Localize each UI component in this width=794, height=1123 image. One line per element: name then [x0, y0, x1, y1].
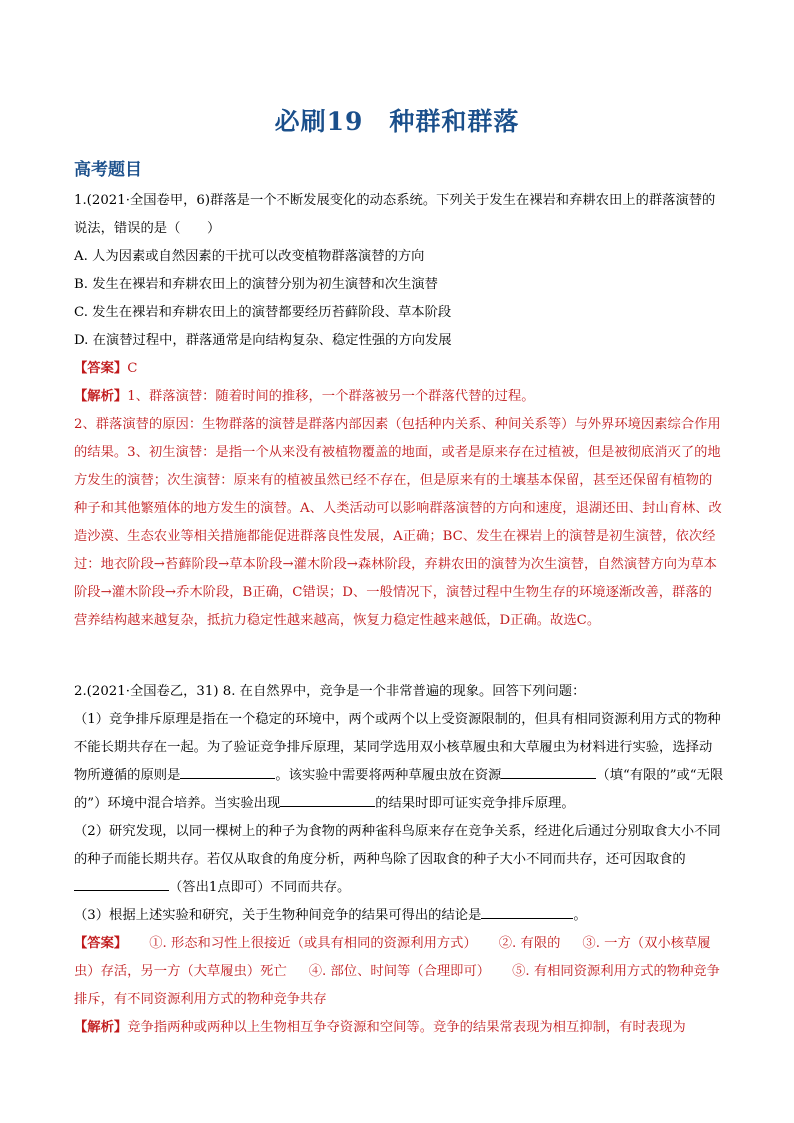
part-1-text-d: 的结果时即可证实竞争排斥原理。: [375, 796, 575, 811]
answer-blank-4[interactable]: [74, 876, 169, 891]
answer-value: C: [127, 361, 138, 376]
question-1-option-a: A. 人为因素或自然因素的干扰可以改变植物群落演替的方向: [74, 249, 425, 264]
answer-blank-5[interactable]: [481, 904, 573, 919]
analysis-text-1: 1、群落演替：随着时间的推移，一个群落被另一个群落代替的过程。: [127, 389, 535, 404]
analysis-text: 竞争指两种或两种以上生物相互争夺资源和空间等。竞争的结果常表现为相互抑制，有时表现为: [127, 1020, 686, 1035]
question-2-part-1: [74, 706, 724, 818]
answer-2: ②. 有限的: [498, 936, 561, 951]
answer-4: ④. 部位、时间等（合理即可）: [308, 964, 491, 979]
part-3-text-a: （3）根据上述实验和研究，关于生物种间竞争的结果可得出的结论是: [74, 908, 482, 923]
answer-label: 【答案】: [74, 936, 128, 951]
question-2-analysis: [74, 1014, 724, 1042]
part-1-text-c: （填“有限的”或“无限的”）环境中混合培养。当实验出现: [74, 768, 724, 811]
answer-1: ①. 形态和习性上很接近（或具有相同的资源利用方式）: [149, 936, 477, 951]
answer-5: ⑤. 有相同资源利用方式的物种竞争排斥，有不同资源利用方式的物种竞争共存: [74, 964, 720, 1007]
answer-3: ③. 一方（双小核草履虫）存活，另一方（大草履虫）死亡: [74, 936, 711, 979]
question-1-option-b: B. 发生在裸岩和弃耕农田上的演替分别为初生演替和次生演替: [74, 277, 438, 292]
analysis-label: 【解析】: [74, 389, 128, 404]
part-2-text-b: （答出1点即可）不同而共存。: [169, 880, 351, 895]
question-2-answer: [74, 930, 724, 1014]
question-1-option-c: C. 发生在裸岩和弃耕农田上的演替都要经历苔藓阶段、草本阶段: [74, 305, 452, 320]
answer-label: 【答案】: [74, 361, 128, 376]
analysis-label: 【解析】: [74, 1020, 128, 1035]
part-2-text-a: （2）研究发现，以同一棵树上的种子为食物的两种雀科鸟原来存在竞争关系，经进化后通过分别取食大小不同的种子而能长期共存。若仅从取食的角度分析，两种鸟除了因取食的种子大小不同而共存，还可因取食的: [74, 824, 721, 867]
question-1-option-d: D. 在演替过程中，群落通常是向结构复杂、稳定性强的方向发展: [74, 333, 452, 348]
question-1: [74, 187, 724, 635]
question-2-part-3: [74, 902, 724, 930]
question-2-part-2: [74, 818, 724, 902]
section-heading: 高考题目: [74, 160, 142, 180]
answer-blank-1[interactable]: [180, 764, 275, 779]
question-2-stem: 2.(2021·全国卷乙，31) 8. 在自然界中，竞争是一个非常普遍的现象。回答下列问题：: [74, 684, 586, 699]
question-1-analysis-2: 2、群落演替的原因：生物群落的演替是群落内部因素（包括种内关系、种间关系等）与外界环境因素综合作用的结果。3、初生演替：是指一个从来没有被植物覆盖的地面，或者是原来存在过植被，但是被彻底消灭了的地方发生的演替；次生演替：原来有的植被虽然已经不存在，但是原来有的土壤基本保留，甚至还保留有植物的种子和其他繁殖体的地方发生的演替。A、人类活动可以影响群落演替的方向和速度，退湖还田、封山育林、改造沙漠、生态农业等相关措施都能促进群落良性发展，A正确；BC、发生在裸岩上的演替是初生演替，依次经过：地衣阶段→苔藓阶段→草本阶段→灌木阶段→森林阶段，弃耕农田的演替为次生演替，自然演替方向为草本阶段→灌木阶段→乔木阶段，B正确，C错误；D、一般情况下，演替过程中生物生存的环境逐渐改善，群落的营养结构越来越复杂，抵抗力稳定性越来越高，恢复力稳定性越来越低，D正确。故选C。: [74, 417, 722, 628]
answer-blank-2[interactable]: [501, 764, 596, 779]
page-title: 必刷19 种群和群落: [274, 107, 520, 136]
question-1-analysis-1: [74, 383, 724, 411]
part-1-text-a: （1）竞争排斥原理是指在一个稳定的环境中，两个或两个以上受资源限制的，但具有相同资源利用方式的物种不能长期共存在一起。为了验证竞争排斥原理，某同学选用双小核草履虫和大草履虫为材料进行实验，选择动物所遵循的原则是: [74, 712, 721, 783]
answer-blank-3[interactable]: [280, 792, 375, 807]
question-1-stem: 1.(2021·全国卷甲，6)群落是一个不断发展变化的动态系统。下列关于发生在裸岩和弃耕农田上的群落演替的说法，错误的是（ ）: [74, 193, 716, 236]
question-1-answer: [74, 355, 724, 383]
part-3-text-b: 。: [573, 908, 587, 923]
part-1-text-b: 。该实验中需要将两种草履虫放在资源: [275, 768, 502, 783]
question-2: [74, 678, 724, 1042]
